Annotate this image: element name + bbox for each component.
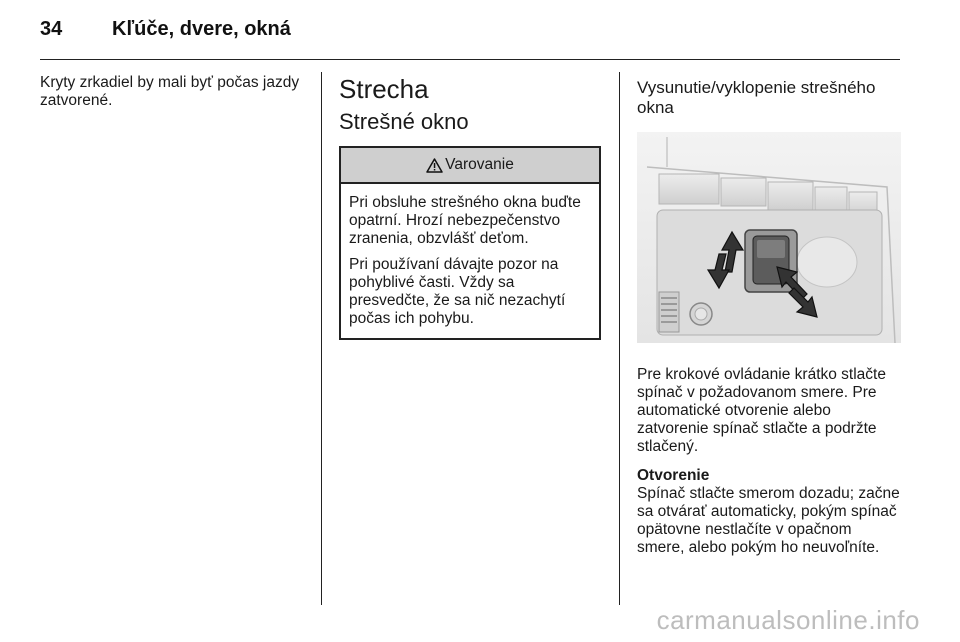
column-3 — [637, 74, 901, 568]
page-number: 34 — [40, 18, 63, 40]
watermark: carmanualsonline.info — [656, 605, 920, 635]
header-rule — [40, 59, 900, 60]
warning-title: Varovanie — [445, 156, 514, 173]
warning-triangle-icon — [426, 158, 443, 173]
opening-instructions: Spínač stlačte smerom dozadu; začne sa otvárať automaticky, pokým spínač opätovne nestlačíte v opačnom smere, alebo pokým ho neuvoľníte. — [637, 485, 900, 556]
column-2 — [339, 74, 601, 340]
sunroof-heading: Vysunutie/vyklopenie strešného okna — [637, 78, 876, 117]
column-divider-1 — [321, 72, 322, 605]
column-1 — [40, 74, 310, 121]
operation-instructions: Pre krokové ovládanie krátko stlačte spínač v požadovanom smere. Pre automatické otvorenie alebo zatvorenie spínač stlačte a podržte stlačený. — [637, 366, 886, 455]
section-subheading: Strešné okno — [339, 109, 469, 134]
sunroof-switch-illustration — [637, 132, 901, 343]
warning-body — [341, 184, 599, 338]
warning-box — [339, 146, 601, 340]
warning-paragraph: Pri používaní dávajte pozor na pohyblivé časti. Vždy sa presvedčte, že sa nič nezachytí počas ich pohybu. — [349, 256, 566, 327]
chapter-title: Kľúče, dvere, okná — [112, 18, 291, 40]
warning-header — [341, 148, 599, 184]
opening-subhead: Otvorenie — [637, 467, 710, 484]
column-divider-2 — [619, 72, 620, 605]
section-heading: Strecha — [339, 74, 429, 104]
mirror-cover-note: Kryty zrkadiel by mali byť počas jazdy zatvorené. — [40, 74, 300, 109]
warning-paragraph: Pri obsluhe strešného okna buďte opatrní. Hrozí nebezpečenstvo zranenia, obzvlášť deťom. — [349, 194, 581, 247]
